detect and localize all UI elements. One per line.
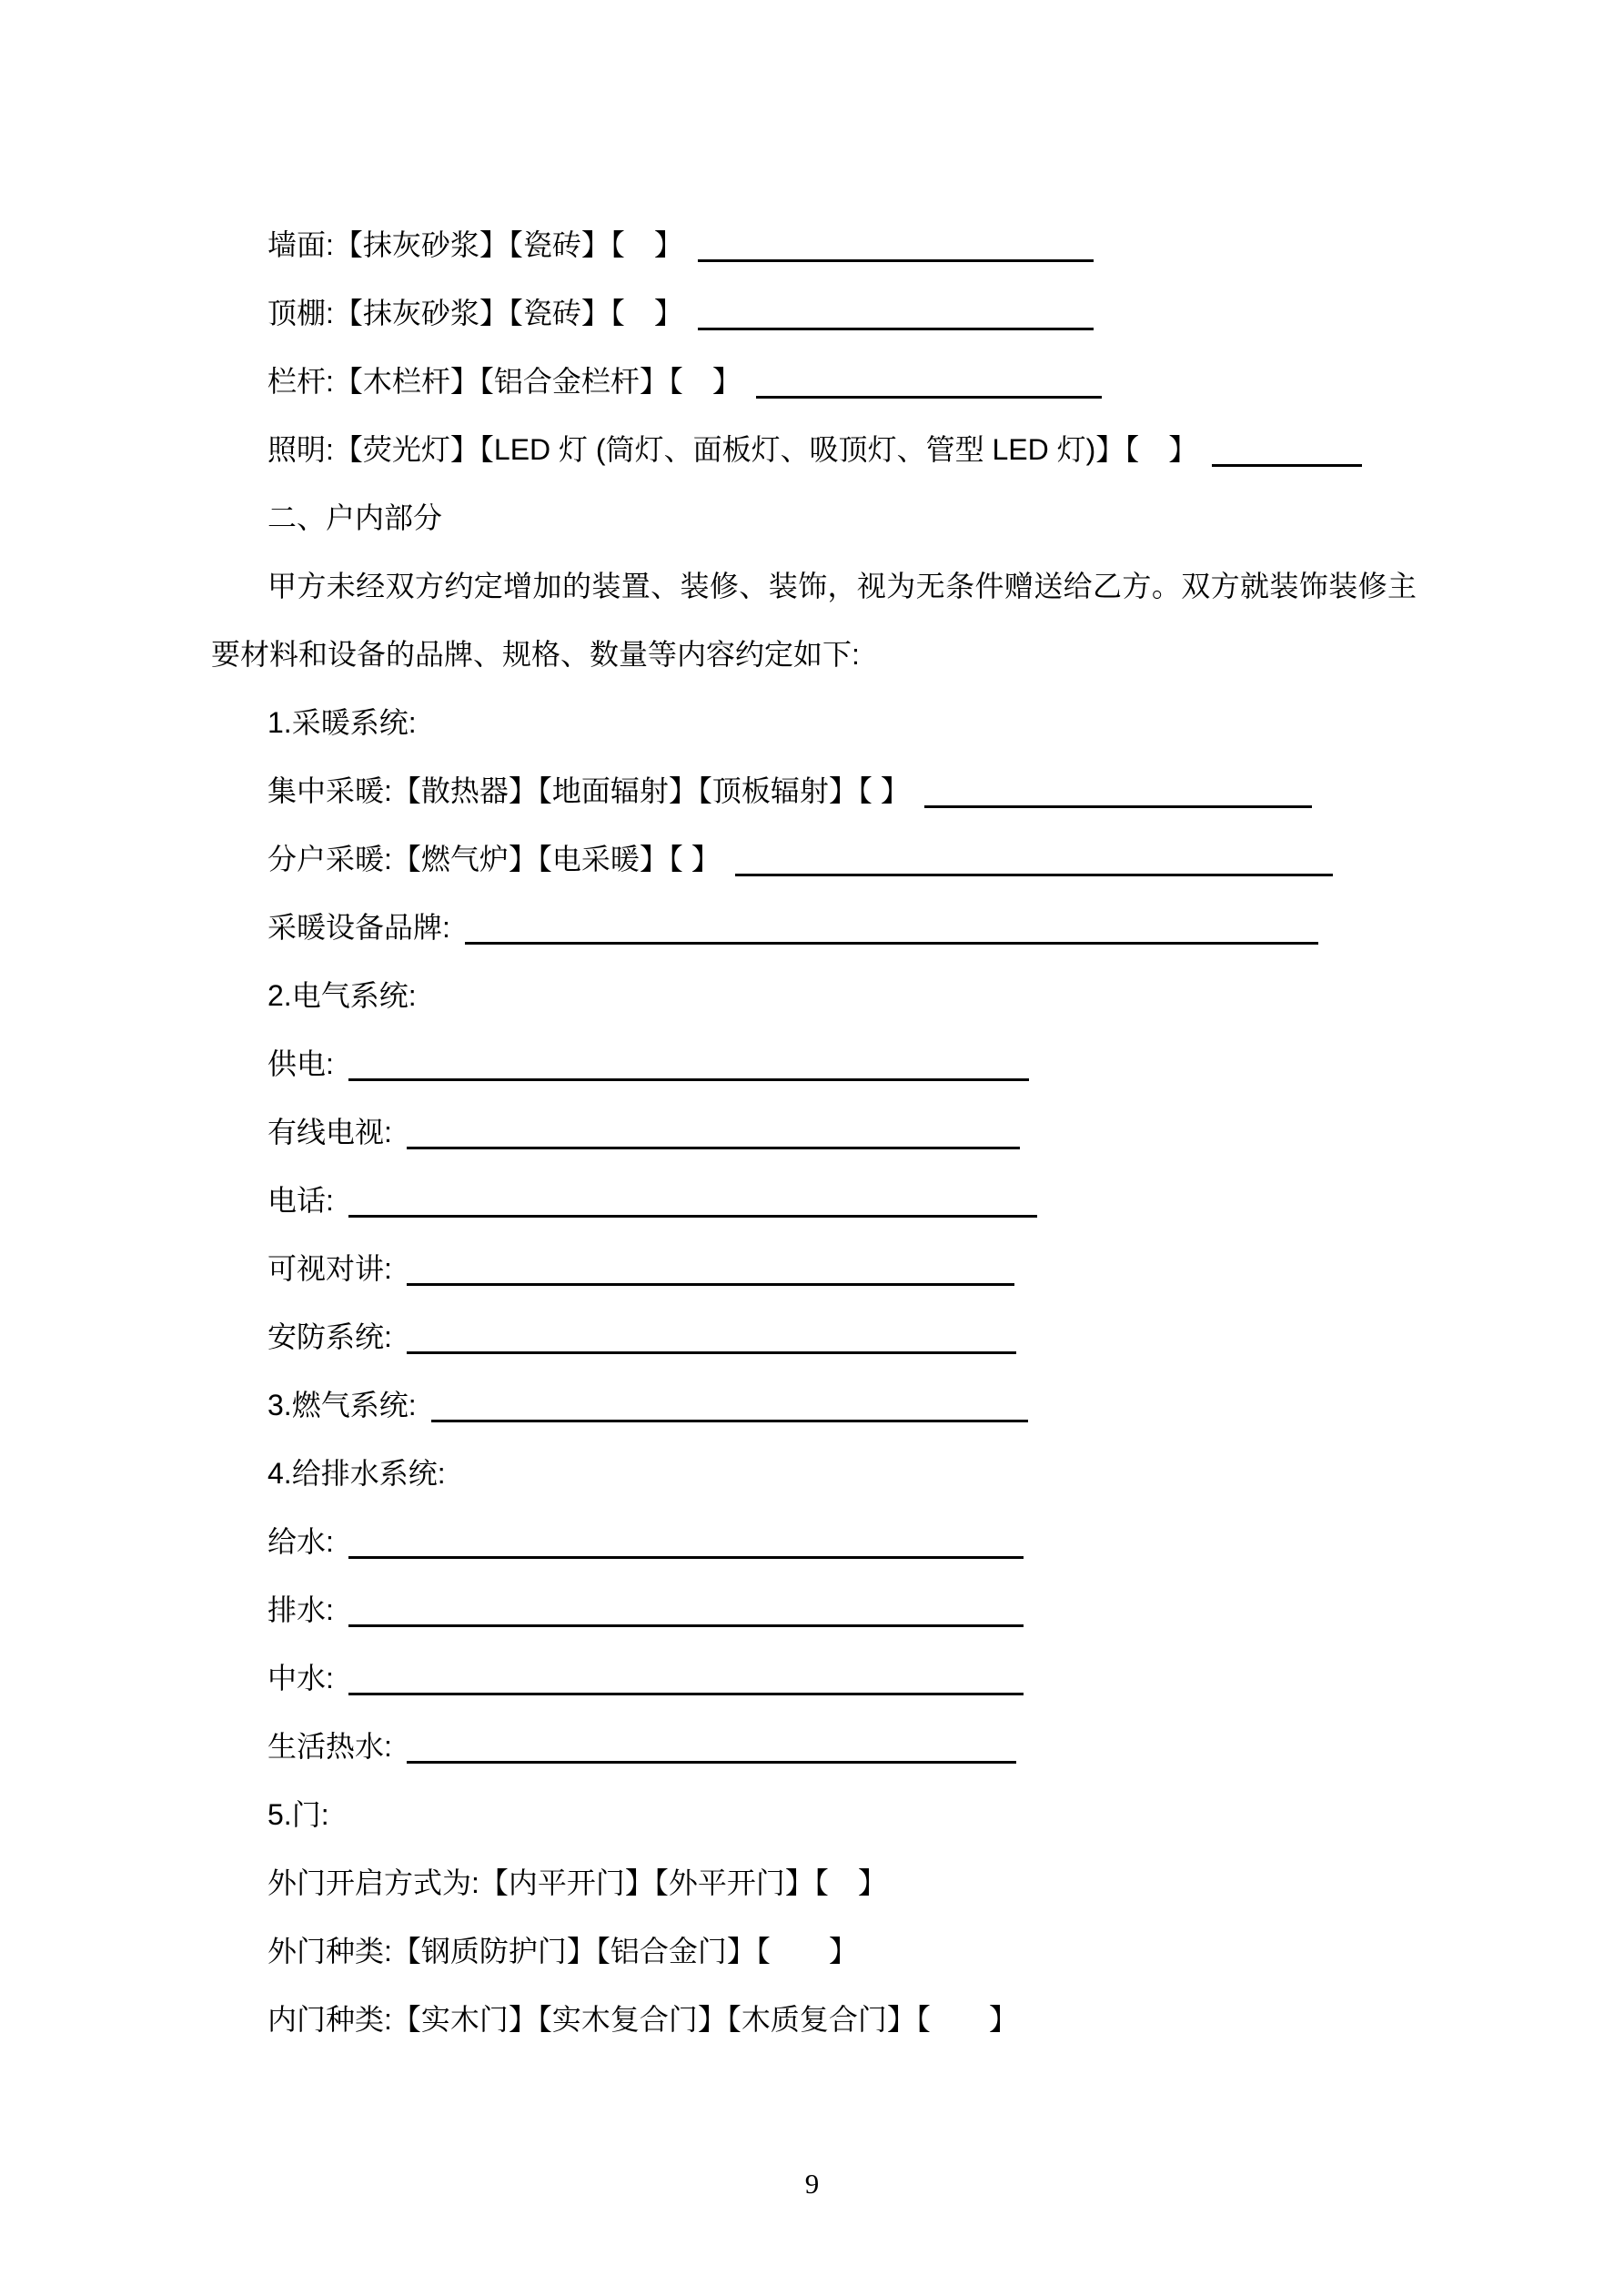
electrical-system-line xyxy=(211,962,1417,1030)
telephone-line xyxy=(211,1167,1417,1235)
video-intercom-line xyxy=(211,1235,1417,1303)
water-drainage-system-text: 4.给排水系统: xyxy=(267,1457,446,1490)
household-heating-text: 分户采暖:【燃气炉】【电采暖】【 】 xyxy=(267,843,721,875)
central-heating-text: 集中采暖:【散热器】【地面辐射】【顶板辐射】【 】 xyxy=(267,774,910,807)
paragraph-line-2-line xyxy=(211,621,1417,689)
gas-system-line xyxy=(211,1371,1417,1440)
page-number: 9 xyxy=(804,2168,820,2200)
lighting-line xyxy=(211,416,1417,484)
outer-door-opening-mode-text: 外门开启方式为:【内平开门】【外平开门】【 】 xyxy=(267,1866,887,1899)
section-heading-indoor-text: 二、户内部分 xyxy=(267,501,443,534)
domestic-hot-water-line xyxy=(211,1713,1417,1781)
doors-text: 5.门: xyxy=(267,1798,329,1831)
ceiling-line xyxy=(211,279,1417,348)
household-heating-blank-field[interactable] xyxy=(735,835,1333,876)
water-supply-blank-field[interactable] xyxy=(348,1518,1024,1559)
outer-door-opening-mode-line xyxy=(211,1849,1417,1917)
domestic-hot-water-blank-field[interactable] xyxy=(407,1723,1016,1764)
gas-system-text: 3.燃气系统: xyxy=(267,1389,417,1421)
gas-system-blank-field[interactable] xyxy=(431,1381,1028,1422)
heating-equipment-brand-text: 采暖设备品牌: xyxy=(267,911,450,944)
drainage-line xyxy=(211,1576,1417,1644)
cable-tv-line xyxy=(211,1098,1417,1167)
power-supply-text: 供电: xyxy=(267,1047,334,1080)
power-supply-blank-field[interactable] xyxy=(348,1040,1029,1081)
security-system-line xyxy=(211,1303,1417,1371)
paragraph-line-1-text: 甲方未经双方约定增加的装置、装修、装饰，视为无条件赠送给乙方。双方就装饰装修主 xyxy=(267,570,1417,602)
lighting-blank-field[interactable] xyxy=(1212,426,1362,467)
inner-door-type-line xyxy=(211,1986,1417,2054)
outer-door-type-line xyxy=(211,1917,1417,1986)
water-drainage-system-line xyxy=(211,1440,1417,1508)
ceiling-text: 顶棚:【抹灰砂浆】【瓷砖】【 】 xyxy=(267,297,683,329)
central-heating-blank-field[interactable] xyxy=(924,767,1312,808)
water-supply-text: 给水: xyxy=(267,1525,334,1558)
central-heating-line xyxy=(211,757,1417,825)
drainage-text: 排水: xyxy=(267,1593,334,1626)
telephone-blank-field[interactable] xyxy=(348,1177,1037,1218)
video-intercom-text: 可视对讲: xyxy=(267,1252,392,1285)
railing-blank-field[interactable] xyxy=(756,358,1102,399)
paragraph-line-2-text: 要材料和设备的品牌、规格、数量等内容约定如下: xyxy=(211,638,860,671)
power-supply-line xyxy=(211,1030,1417,1098)
drainage-blank-field[interactable] xyxy=(348,1586,1024,1627)
cable-tv-text: 有线电视: xyxy=(267,1116,392,1148)
section-heading-indoor-line xyxy=(211,484,1417,552)
reclaimed-water-line xyxy=(211,1644,1417,1713)
heating-system-text: 1.采暖系统: xyxy=(267,706,417,739)
electrical-system-text: 2.电气系统: xyxy=(267,979,417,1012)
wall-surface-blank-field[interactable] xyxy=(698,221,1094,262)
wall-surface-text: 墙面:【抹灰砂浆】【瓷砖】【 】 xyxy=(267,228,683,261)
reclaimed-water-text: 中水: xyxy=(267,1662,334,1694)
video-intercom-blank-field[interactable] xyxy=(407,1245,1014,1286)
domestic-hot-water-text: 生活热水: xyxy=(267,1730,392,1763)
page-footer xyxy=(0,2149,1624,2218)
cable-tv-blank-field[interactable] xyxy=(407,1108,1020,1149)
paragraph-line-1-line xyxy=(211,552,1417,621)
heating-equipment-brand-line xyxy=(211,894,1417,962)
heating-system-line xyxy=(211,689,1417,757)
ceiling-blank-field[interactable] xyxy=(698,289,1094,330)
security-system-blank-field[interactable] xyxy=(407,1313,1016,1354)
outer-door-type-text: 外门种类:【钢质防护门】【铝合金门】【 】 xyxy=(267,1935,858,1967)
heating-equipment-brand-blank-field[interactable] xyxy=(465,904,1318,945)
inner-door-type-text: 内门种类:【实木门】【实木复合门】【木质复合门】【 】 xyxy=(267,2003,1018,2036)
doors-line xyxy=(211,1781,1417,1849)
railing-text: 栏杆:【木栏杆】【铝合金栏杆】【 】 xyxy=(267,365,741,398)
household-heating-line xyxy=(211,825,1417,894)
water-supply-line xyxy=(211,1508,1417,1576)
railing-line xyxy=(211,348,1417,416)
telephone-text: 电话: xyxy=(267,1184,334,1217)
reclaimed-water-blank-field[interactable] xyxy=(348,1654,1024,1695)
lighting-text: 照明:【荧光灯】【LED 灯 (筒灯、面板灯、吸顶灯、管型 LED 灯)】【 】 xyxy=(267,433,1198,466)
wall-surface-line xyxy=(211,211,1417,279)
security-system-text: 安防系统: xyxy=(267,1320,392,1353)
